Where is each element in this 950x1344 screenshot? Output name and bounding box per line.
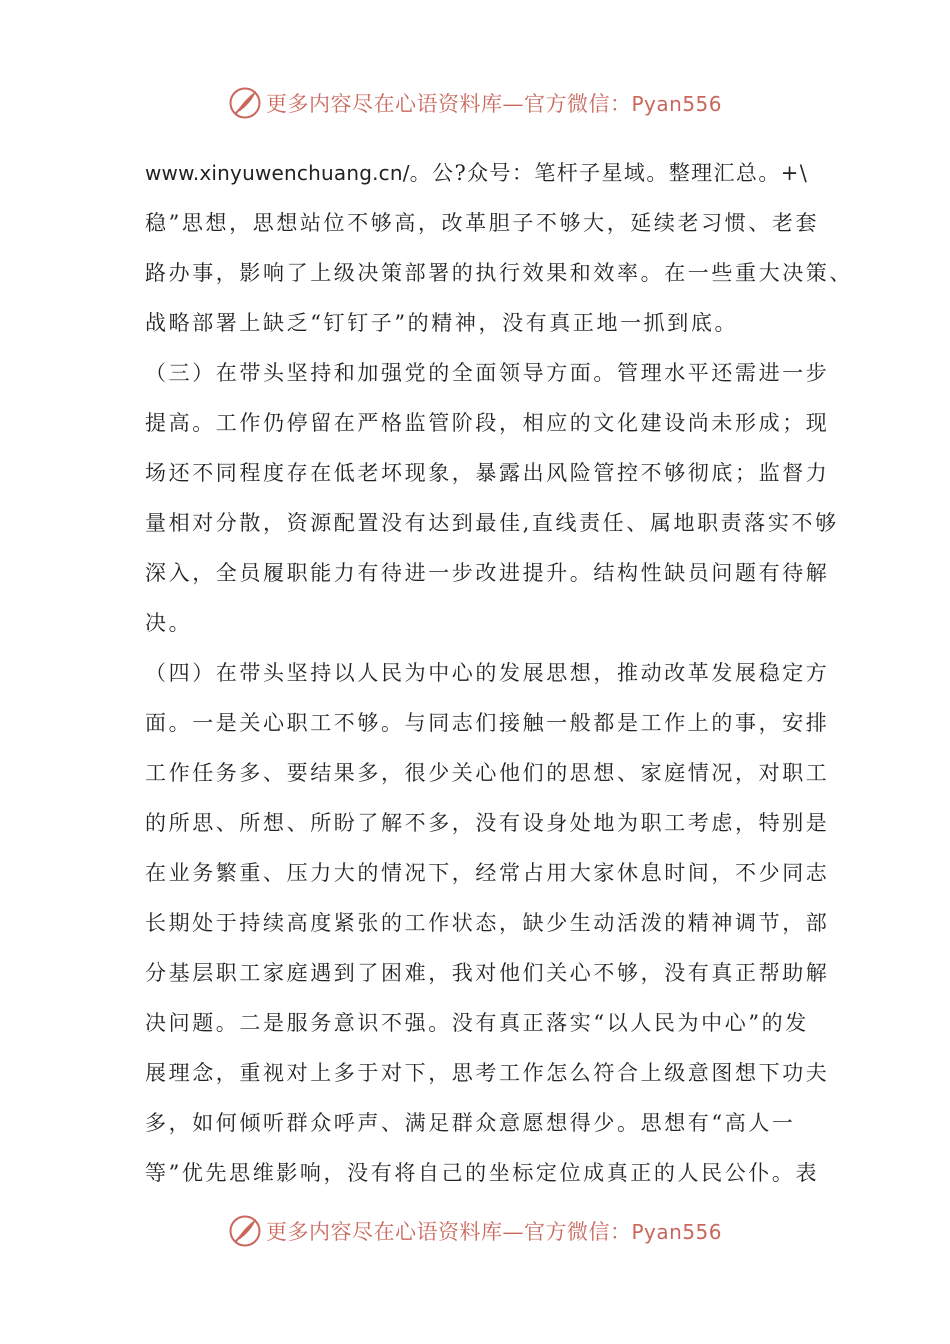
text-line: 面。一是关心职工不够。与同志们接触一般都是工作上的事，安排 [145,711,830,735]
wechat-id: Pyan556 [631,92,722,116]
website-link[interactable]: www.xinyuwenchuang.cn/ [145,161,410,185]
section-heading-line: （三）在带头坚持和加强党的全面领导方面。管理水平还需进一步 [145,361,830,385]
text-line: 在业务繁重、压力大的情况下，经常占用大家休息时间，不少同志 [145,861,830,885]
text-line: 场还不同程度存在低老坏现象，暴露出风险管控不够彻底；监督力 [145,461,830,485]
text-line: 量相对分散，资源配置没有达到最佳,直线责任、属地职责落实不够 [145,511,839,535]
watermark-text: 更多内容尽在心语资料库—官方微信： [265,92,632,116]
text-line: 路办事，影响了上级决策部署的执行效果和效率。在一些重大决策、 [145,261,853,285]
text-line: 决问题。二是服务意识不强。没有真正落实“以人民为中心”的发 [145,1011,809,1035]
text-line: 长期处于持续高度紧张的工作状态，缺少生动活泼的精神调节，部 [145,911,830,935]
text-line: 工作任务多、要结果多，很少关心他们的思想、家庭情况，对职工 [145,761,830,785]
text-line [145,148,817,198]
text-line: 分基层职工家庭遇到了困难，我对他们关心不够，没有真正帮助解 [145,961,830,985]
text-line: 等”优先思维影响，没有将自己的坐标定位成真正的人民公仆。表 [145,1161,820,1185]
text-line: 展理念，重视对上多于对下，思考工作怎么符合上级意图想下功夫 [145,1061,830,1085]
url-line-rest: 。公?众号：笔杆子星域。整理汇总。+\ [409,161,809,185]
wechat-id: Pyan556 [631,1220,722,1244]
quill-pen-logo-icon [228,1214,262,1248]
text-line: 的所思、所想、所盼了解不多，没有设身处地为职工考虑，特别是 [145,811,830,835]
text-line: 提高。工作仍停留在严格监管阶段，相应的文化建设尚未形成；现 [145,411,830,435]
header-watermark [0,83,950,123]
text-line: 稳”思想，思想站位不够高，改革胆子不够大，延续老习惯、老套 [145,211,820,235]
document-body [145,148,853,1198]
footer-watermark [0,1211,950,1251]
quill-pen-logo-icon [228,86,262,120]
text-line: 战略部署上缺乏“钉钉子”的精神，没有真正地一抓到底。 [145,311,739,335]
text-line: 多，如何倾听群众呼声、满足群众意愿想得少。思想有“高人一 [145,1111,796,1135]
watermark-text: 更多内容尽在心语资料库—官方微信： [265,1220,632,1244]
section-heading-line: （四）在带头坚持以人民为中心的发展思想，推动改革发展稳定方 [145,661,830,685]
text-line: 决。 [145,611,193,635]
text-line: 深入，全员履职能力有待进一步改进提升。结构性缺员问题有待解 [145,561,830,585]
